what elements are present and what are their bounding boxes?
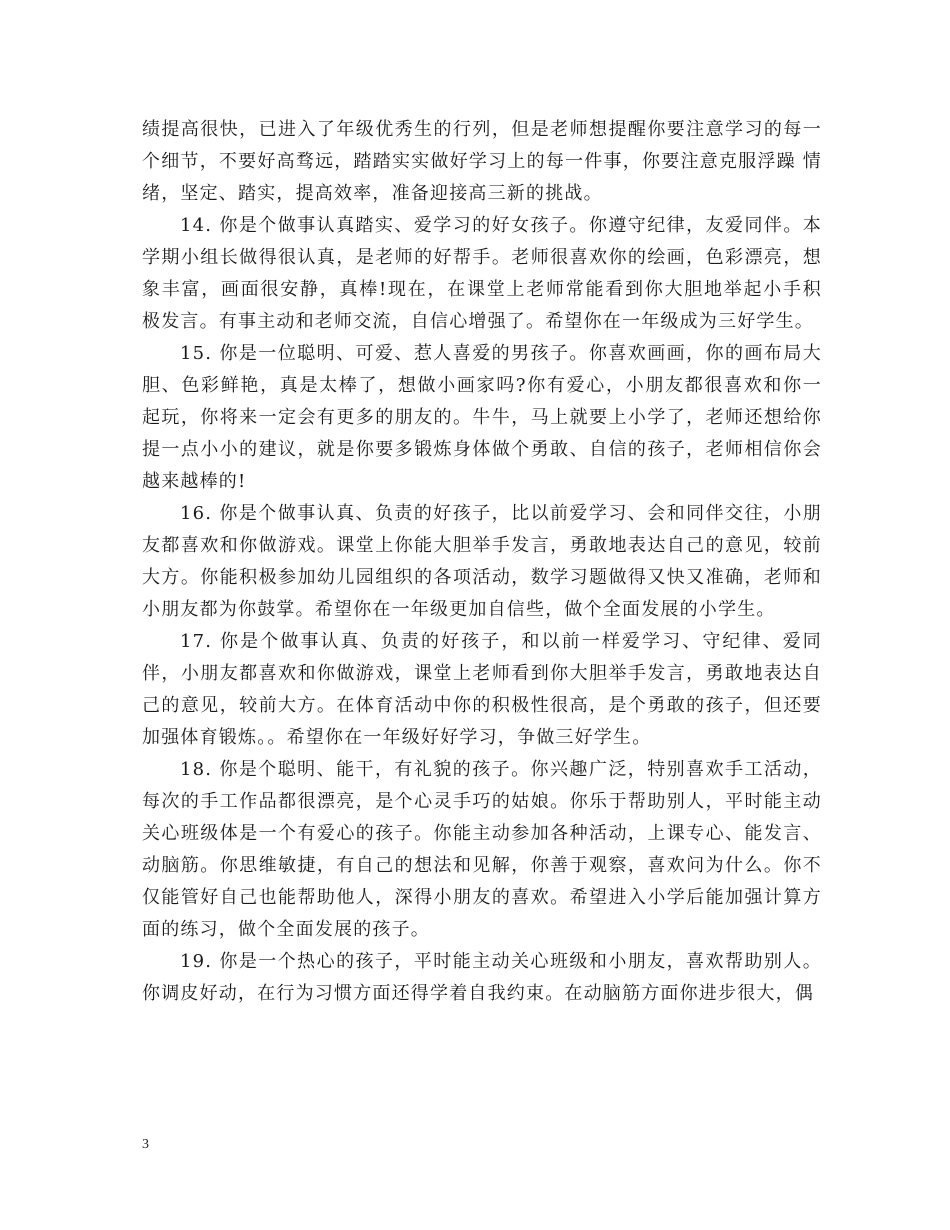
paragraph-item-17: 17. 你是个做事认真、负责的好孩子，和以前一样爱学习、守纪律、爱同伴，小朋友都喜欢和你做游戏，课堂上老师看到你大胆举手发言，勇敢地表达自己的意见，较前大方。在体育活动中你的积极性很高，是个勇敢的孩子，但还要加强体育锻炼。。希望你在一年级好好学习，争做三好学生。 xyxy=(142,631,822,748)
paragraph-item-18: 18. 你是个聪明、能干，有礼貌的孩子。你兴趣广泛，特别喜欢手工活动，每次的手工作品都很漂亮，是个心灵手巧的姑娘。你乐于帮助别人，平时能主动关心班级体是一个有爱心的孩子。你能主动参加各种活动，上课专心、能发言、动脑筋。你思维敏捷，有自己的想法和见解，你善于观察，喜欢问为什么。你不仅能管好自己也能帮助他人，深得小朋友的喜欢。希望进入小学后能加强计算方面的练习，做个全面发展的孩子。 xyxy=(142,759,822,940)
page-number: 3 xyxy=(142,1137,149,1152)
paragraph-item-19: 19. 你是一个热心的孩子，平时能主动关心班级和小朋友，喜欢帮助别人。你调皮好动，在行为习惯方面还得学着自我约束。在动脑筋方面你进步很大，偶 xyxy=(142,951,822,1004)
paragraph-item-16: 16. 你是个做事认真、负责的好孩子，比以前爱学习、会和同伴交往，小朋友都喜欢和你做游戏。课堂上你能大胆举手发言，勇敢地表达自己的意见，较前大方。你能积极参加幼儿园组织的各项活动，数学习题做得又快又准确，老师和小朋友都为你鼓掌。希望你在一年级更加自信些，做个全面发展的小学生。 xyxy=(142,503,822,620)
paragraph-item-14: 14. 你是个做事认真踏实、爱学习的好女孩子。你遵守纪律，友爱同伴。本学期小组长做得很认真，是老师的好帮手。老师很喜欢你的绘画，色彩漂亮，想象丰富，画面很安静，真棒!现在，在课堂上老师常能看到你大胆地举起小手积极发言。有事主动和老师交流，自信心增强了。希望你在一年级成为三好学生。 xyxy=(142,215,822,332)
paragraph-continuation: 绩提高很快，已进入了年级优秀生的行列，但是老师想提醒你要注意学习的每一个细节，不要好高骛远，踏踏实实做好学习上的每一件事，你要注意克服浮躁 情绪，坚定、踏实，提高效率，准备迎接高三新的挑战。 xyxy=(142,119,822,204)
paragraph-item-15: 15. 你是一位聪明、可爱、惹人喜爱的男孩子。你喜欢画画，你的画布局大胆、色彩鲜艳，真是太棒了，想做小画家吗?你有爱心，小朋友都很喜欢和你一起玩，你将来一定会有更多的朋友的。牛牛，马上就要上小学了，老师还想给你提一点小小的建议，就是你要多锻炼身体做个勇敢、自信的孩子，老师相信你会越来越棒的! xyxy=(142,343,822,492)
document-body xyxy=(142,114,822,1010)
